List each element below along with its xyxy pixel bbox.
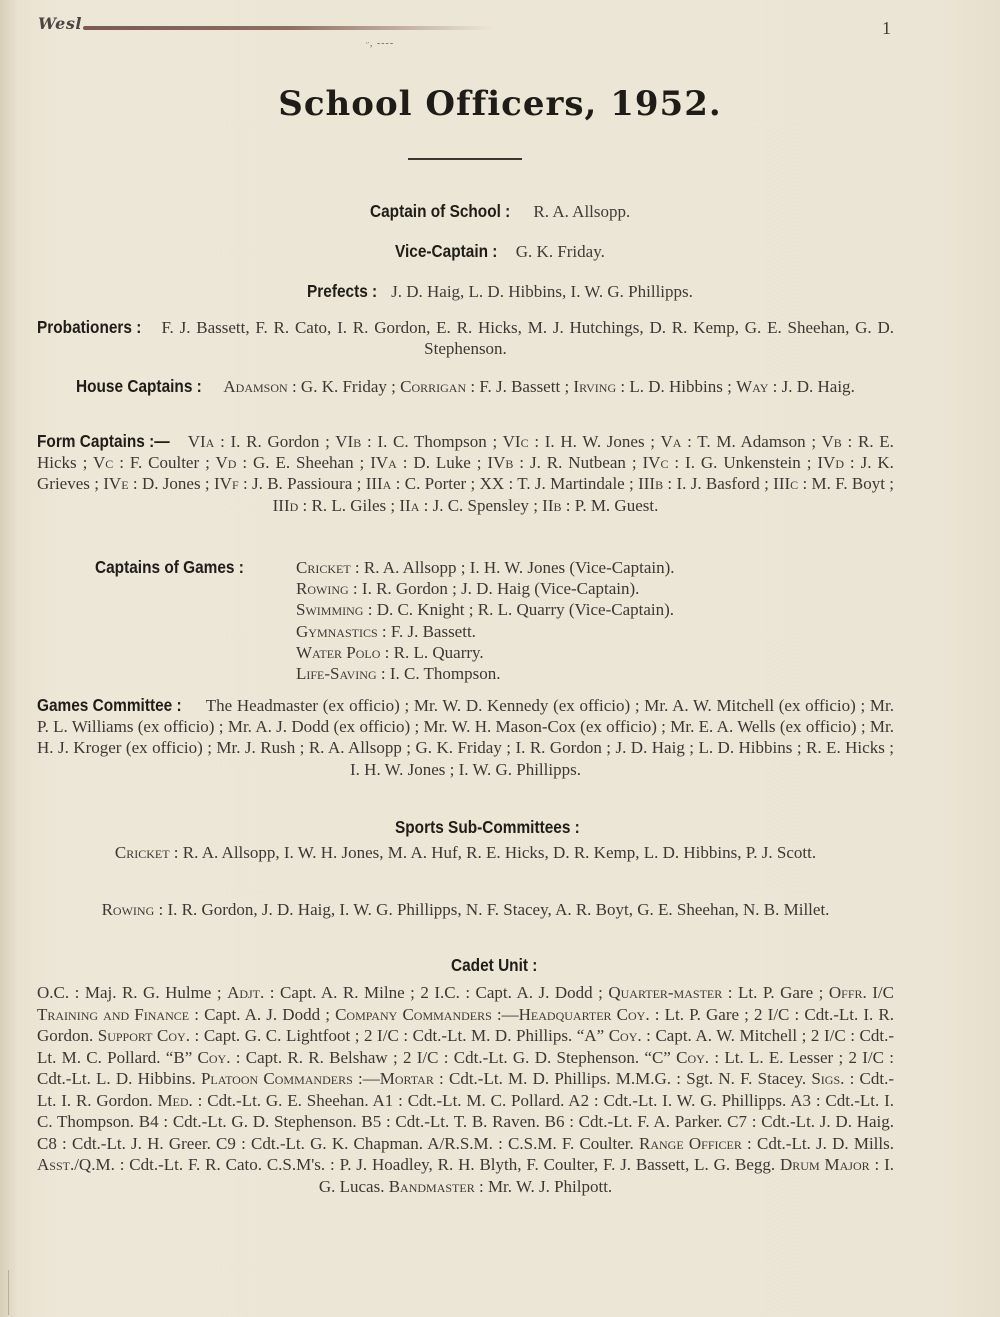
cadet-role: Drum Major bbox=[780, 1155, 870, 1174]
form-name: IVf bbox=[213, 474, 239, 494]
captain-label: Captain of School : bbox=[369, 201, 511, 221]
sport-captains: I. R. Gordon ; J. D. Haig (Vice-Captain). bbox=[361, 579, 640, 599]
sport-captains: R. A. Allsopp ; I. H. W. Jones (Vice-Captain). bbox=[363, 558, 675, 577]
cricket-sub-committee bbox=[37, 842, 894, 863]
form-name: IVd bbox=[817, 453, 844, 473]
house-captains-label: House Captains : bbox=[76, 376, 202, 396]
header-smudge: ᵕ, ---- bbox=[366, 38, 395, 49]
cadet-role: Coy. bbox=[676, 1047, 710, 1067]
probationers-value: F. J. Bassett, F. R. Cato, I. R. Gordon, E. R. Hicks, M. J. Hutchings, D. R. Kemp, G. E. Sheehan, G. D. Stephenson. bbox=[161, 318, 895, 359]
form-name: IVa bbox=[370, 453, 397, 473]
form-captain: J. C. Spensley bbox=[432, 495, 529, 515]
games-committee-label: Games Committee : bbox=[37, 695, 182, 715]
cadet-text: : Lt. P. Gare ; 2 I/C : Cdt.-Lt. I. R. Gordon. bbox=[37, 1004, 894, 1045]
captains-of-games-label-wrap bbox=[95, 557, 264, 578]
house-name: Way bbox=[736, 377, 769, 396]
cadet-unit-body bbox=[37, 982, 894, 1197]
form-name: Vd bbox=[215, 453, 237, 473]
games-entry: Water Polo : R. L. Quarry. bbox=[296, 642, 484, 662]
sport-captains: D. C. Knight ; R. L. Quarry (Vice-Captain). bbox=[376, 600, 675, 620]
cadet-text: : Cdt.-Lt. G. E. Sheehan. A1 : Cdt.-Lt. M. C. Pollard. A2 : Cdt.-Lt. I. W. G. Phillipps. A3 : Cdt.-Lt. I. C. Thompson. B4 : Cdt.-Lt. G. D. Stephenson. B5 : Cdt.-Lt. T. B. Raven. B6 : Cdt.-Lt. F. A. Parker. C7 : Cdt.-Lt. J. D. Haig. C8 : Cdt.-Lt. J. H. Greer. C9 : Cdt.-Lt. G. K. Chapman. A/R.S.M. : C.S.M. F. Coulter. bbox=[37, 1090, 894, 1153]
prefects-label: Prefects : bbox=[307, 281, 378, 301]
form-name: IIa bbox=[399, 495, 420, 515]
house-captain: F. J. Bassett bbox=[479, 377, 561, 396]
cadet-role: Support Coy. bbox=[97, 1026, 190, 1045]
form-captain: I. R. Gordon bbox=[230, 432, 320, 451]
form-name: IVe bbox=[103, 474, 129, 494]
cadet-text: : Capt. A. R. Milne ; 2 I.C. : Capt. A. J. Dodd ; bbox=[264, 983, 609, 1002]
form-name: VIa bbox=[187, 432, 215, 451]
form-captain: F. Coulter bbox=[129, 453, 200, 473]
sports-sub-committees-heading: Sports Sub-Committees : bbox=[394, 817, 580, 837]
rowing-sub-committee bbox=[37, 899, 894, 920]
cadet-role: Bandmaster bbox=[388, 1176, 475, 1196]
form-name: Vc bbox=[92, 453, 114, 473]
sport-name: Cricket bbox=[296, 558, 351, 577]
sport-name: Gymnastics bbox=[296, 621, 378, 641]
title-divider bbox=[408, 158, 522, 160]
sport-name: Rowing bbox=[296, 579, 349, 599]
cadet-role: Mortar bbox=[379, 1069, 434, 1088]
probationers-label: Probationers : bbox=[37, 317, 142, 337]
captain-of-school bbox=[0, 201, 1000, 222]
cadet-text: O.C. : Maj. R. G. Hulme ; bbox=[37, 983, 228, 1002]
form-captain: J. R. Nutbean bbox=[529, 453, 626, 473]
cadet-text: : Capt. G. C. Lightfoot ; 2 I/C : Cdt.-Lt. M. D. Phillips. “A” bbox=[189, 1026, 609, 1045]
house-name: Corrigan bbox=[400, 377, 467, 396]
cricket-sub-label: Cricket : bbox=[114, 843, 179, 862]
cadet-role: Coy. bbox=[197, 1047, 231, 1067]
form-name: IIb bbox=[542, 495, 562, 515]
games-entry: Rowing : I. R. Gordon ; J. D. Haig (Vice-Captain). bbox=[296, 579, 640, 599]
form-captain: I. G. Unkenstein bbox=[685, 453, 801, 473]
vice-captain-label: Vice-Captain : bbox=[395, 241, 498, 261]
form-captain: J. B. Passioura bbox=[252, 474, 353, 494]
house-captain: G. K. Friday bbox=[300, 377, 387, 396]
form-name: XX bbox=[479, 474, 505, 494]
sport-name: Water Polo bbox=[296, 642, 381, 662]
cadet-text: : Capt. A. J. Dodd ; bbox=[189, 1004, 336, 1024]
cadet-text: : Mr. W. J. Philpott. bbox=[474, 1176, 613, 1196]
cadet-role: Coy. bbox=[608, 1026, 642, 1045]
games-entry: Gymnastics : F. J. Bassett. bbox=[296, 621, 476, 641]
form-name: IIIc bbox=[773, 474, 799, 494]
rowing-sub-label: Rowing : bbox=[101, 900, 164, 919]
house-captain: L. D. Hibbins bbox=[629, 377, 723, 396]
cadet-unit-heading: Cadet Unit : bbox=[450, 955, 538, 975]
cadet-role: Quarter-master bbox=[608, 983, 723, 1002]
cadet-text: : Cdt.-Lt. I. R. Gordon. bbox=[37, 1069, 895, 1110]
form-name: VIc bbox=[502, 432, 529, 451]
form-captain: T. M. Adamson bbox=[697, 432, 806, 451]
captain-value: R. A. Allsopp. bbox=[533, 202, 631, 221]
house-captain: J. D. Haig bbox=[781, 377, 851, 396]
form-captain: J. K. Grieves bbox=[37, 453, 894, 494]
cadet-role: Platoon Commanders bbox=[200, 1069, 353, 1088]
captains-of-games-label: Captains of Games : bbox=[95, 557, 244, 577]
form-name: IVb bbox=[487, 453, 514, 473]
form-captains-label: Form Captains :— bbox=[37, 431, 170, 451]
cadet-role: Adjt. bbox=[227, 983, 265, 1002]
form-captain: M. F. Boyt bbox=[811, 474, 885, 494]
running-header-tag: Wesl bbox=[38, 14, 82, 33]
sports-sub-committees-heading-wrap bbox=[0, 817, 1000, 838]
cadet-role: Offr. I/C Training and Finance bbox=[37, 983, 894, 1024]
form-name: Vb bbox=[821, 432, 842, 451]
house-name: Adamson bbox=[223, 377, 288, 396]
cadet-text: : Cdt.-Lt. M. D. Phillips. M.M.G. : Sgt. N. F. Stacey. bbox=[433, 1069, 812, 1088]
page-edge-mark bbox=[8, 1270, 9, 1315]
cadet-text: : Cdt.-Lt. J. D. Mills. bbox=[741, 1133, 894, 1153]
cadet-text: :— bbox=[491, 1004, 519, 1024]
games-committee bbox=[37, 695, 894, 780]
header-rule bbox=[83, 26, 493, 30]
form-name: VIb bbox=[335, 432, 362, 451]
cadet-text: : Capt. R. R. Belshaw ; 2 I/C : Cdt.-Lt. G. D. Stephenson. “C” bbox=[230, 1047, 677, 1067]
probationers bbox=[37, 317, 894, 359]
form-captain: P. M. Guest bbox=[574, 495, 655, 515]
form-captain: D. Jones bbox=[141, 474, 201, 494]
sport-captains: R. L. Quarry. bbox=[393, 642, 484, 662]
cadet-unit-heading-wrap bbox=[0, 955, 1000, 976]
sport-name: Life-Saving bbox=[296, 664, 377, 684]
cadet-role: Headquarter Coy. bbox=[518, 1004, 650, 1024]
form-captains-list: VIa : I. R. Gordon ; VIb : I. C. Thompson ; VIc : I. H. W. Jones ; Va : T. M. Adamson ; Vb : R. E. Hicks ; Vc : F. Coulter ; Vd : G. E. Sheehan ; IVa : D. Luke ; IVb : J. R. Nutbean ; IVc : I. G. Unkenstein ; IVd : J. K. Grieves ; IVe : D. Jones ; IVf : J. B. Passioura ; IIIa : C. Porter ; XX : T. J. Martindale ; IIIb : I. J. Basford ; IIIc : M. F. Boyt ; IIId : R. L. Giles ; IIa : J. C. Spensley ; IIb : P. M. Guest. bbox=[37, 432, 895, 515]
vice-captain-value: G. K. Friday. bbox=[515, 242, 605, 261]
sport-captains: F. J. Bassett. bbox=[390, 621, 476, 641]
form-captain: D. Luke bbox=[413, 453, 471, 473]
cricket-sub-value: R. A. Allsopp, I. W. H. Jones, M. A. Huf, R. E. Hicks, D. R. Kemp, L. D. Hibbins, P. J. Scott. bbox=[182, 843, 817, 862]
form-name: IVc bbox=[642, 453, 669, 473]
cadet-text: :— bbox=[352, 1069, 380, 1088]
form-captain: I. J. Basford bbox=[676, 474, 760, 494]
cadet-role: Med. bbox=[157, 1090, 193, 1110]
form-captain: R. E. Hicks bbox=[37, 432, 894, 473]
form-captain: I. C. Thompson bbox=[377, 432, 487, 451]
form-name: IIIa bbox=[365, 474, 392, 494]
sport-captains: I. C. Thompson. bbox=[389, 664, 501, 684]
prefects-value: J. D. Haig, L. D. Hibbins, I. W. G. Phillipps. bbox=[391, 282, 693, 301]
prefects bbox=[0, 281, 1000, 302]
form-name: Va bbox=[660, 432, 682, 451]
form-captain: T. J. Martindale bbox=[517, 474, 625, 494]
form-captain: R. L. Giles bbox=[311, 495, 387, 515]
page-number: 1 bbox=[882, 18, 891, 38]
cadet-role: Company Commanders bbox=[335, 1004, 492, 1024]
cadet-text: : Lt. P. Gare ; bbox=[722, 983, 829, 1002]
vice-captain bbox=[0, 241, 1000, 262]
house-captains: House Captains : Adamson : G. K. Friday ; Corrigan : F. J. Bassett ; Irving : L. D. Hibbins ; Way : J. D. Haig. bbox=[76, 376, 855, 396]
cadet-role: Asst./Q.M. bbox=[37, 1155, 115, 1174]
form-captains bbox=[37, 431, 894, 516]
cadet-text: : Capt. A. W. Mitchell ; 2 I/C : Cdt.-Lt. M. C. Pollard. “B” bbox=[37, 1026, 894, 1067]
form-name: IIIb bbox=[638, 474, 664, 494]
rowing-sub-value: I. R. Gordon, J. D. Haig, I. W. G. Phillipps, N. F. Stacey, A. R. Boyt, G. E. Sheehan, N. B. Millet. bbox=[167, 900, 830, 919]
games-entry: Swimming : D. C. Knight ; R. L. Quarry (Vice-Captain). bbox=[296, 600, 675, 620]
form-captain: G. E. Sheehan bbox=[252, 453, 354, 473]
form-name: IIId bbox=[272, 495, 299, 515]
house-name: Irving bbox=[573, 377, 617, 396]
page-title: School Officers, 1952. bbox=[278, 84, 722, 124]
cadet-role: Range Officer bbox=[638, 1133, 742, 1153]
form-captain: C. Porter bbox=[404, 474, 467, 494]
cadet-text: : I. G. Lucas. bbox=[318, 1155, 894, 1196]
running-header bbox=[38, 14, 895, 49]
captains-of-games-list bbox=[296, 557, 675, 684]
games-committee-value: The Headmaster (ex officio) ; Mr. W. D. Kennedy (ex officio) ; Mr. A. W. Mitchell (ex officio) ; Mr. P. L. Williams (ex officio) ; Mr. A. J. Dodd (ex officio) ; Mr. W. H. Mason-Cox (ex officio) ; Mr. E. A. Wells (ex officio) ; Mr. H. J. Kroger (ex officio) ; Mr. J. Rush ; R. A. Allsopp ; G. K. Friday ; I. R. Gordon ; J. D. Haig ; L. D. Hibbins ; R. E. Hicks ; I. H. W. Jones ; I. W. G. Phillipps. bbox=[37, 696, 894, 779]
cadet-text: : Cdt.-Lt. F. R. Cato. C.S.M's. : P. J. Hoadley, R. H. Blyth, F. Coulter, F. J. Bassett, L. G. Begg. bbox=[114, 1155, 781, 1174]
form-captain: I. H. W. Jones bbox=[544, 432, 645, 451]
games-entry: Cricket : R. A. Allsopp ; I. H. W. Jones (Vice-Captain). bbox=[296, 558, 675, 577]
cadet-text: : Lt. L. E. Lesser ; 2 I/C : Cdt.-Lt. L. D. Hibbins. bbox=[37, 1047, 895, 1088]
cadet-role: Sigs. bbox=[811, 1069, 845, 1088]
sport-name: Swimming bbox=[296, 600, 364, 620]
games-entry: Life-Saving : I. C. Thompson. bbox=[296, 664, 501, 684]
